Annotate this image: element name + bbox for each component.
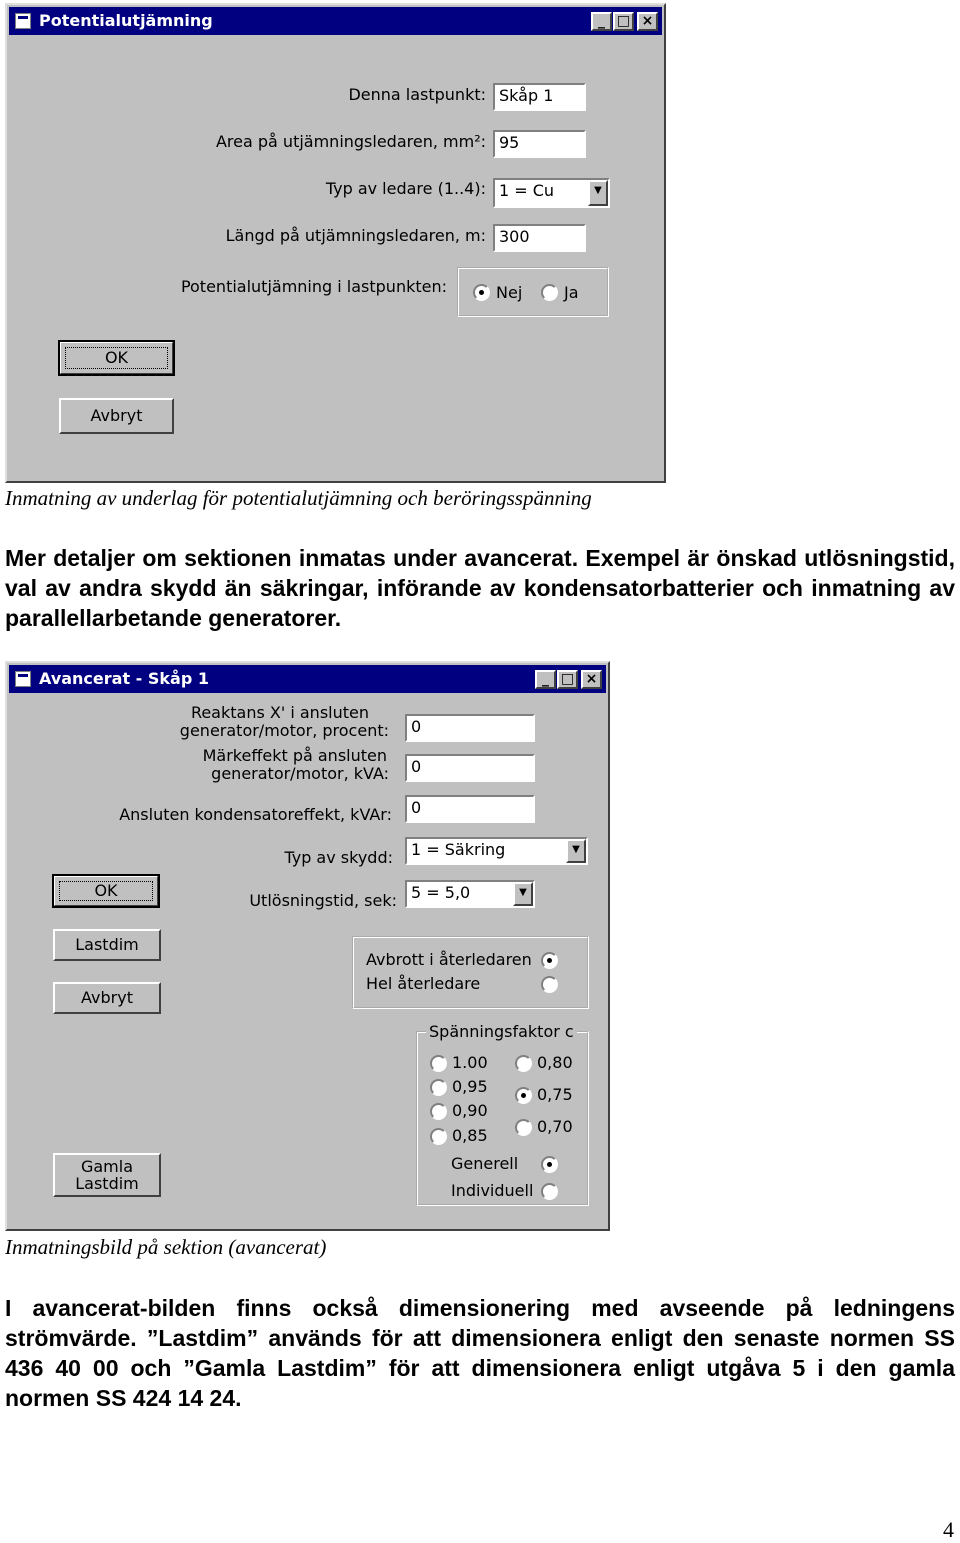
reaktans-field[interactable]: 0 xyxy=(405,714,535,742)
utlosningstid-label: Utlösningstid, sek: xyxy=(249,891,397,910)
typ-av-ledare-value: 1 = Cu xyxy=(499,181,555,200)
reaktans-label-1: Reaktans X' i ansluten xyxy=(190,703,369,722)
typ-av-ledare-select[interactable] xyxy=(493,178,610,208)
nej-ja-group xyxy=(457,267,609,317)
lastdim-button[interactable] xyxy=(53,929,161,961)
focus-ring xyxy=(65,347,168,369)
typ-av-skydd-label: Typ av skydd: xyxy=(284,848,393,867)
maximize-icon[interactable]: □ xyxy=(557,670,578,689)
minimize-icon[interactable]: _ xyxy=(591,12,612,31)
aterledare-group xyxy=(352,936,589,1009)
kondensatoreffekt-label: Ansluten kondensatoreffekt, kVAr: xyxy=(119,805,392,824)
lastdim-button-label: Lastdim xyxy=(75,935,139,954)
dialog2-title: Avancerat - Skåp 1 xyxy=(39,669,209,688)
ok-button-label: OK xyxy=(104,348,129,367)
radio-individuell[interactable] xyxy=(541,1183,558,1200)
chevron-down-icon[interactable]: ▼ xyxy=(588,180,608,206)
typ-av-skydd-value: 1 = Säkring xyxy=(411,840,506,859)
dialog1-titlebar[interactable] xyxy=(9,7,662,35)
denna-lastpunkt-field[interactable]: Skåp 1 xyxy=(493,83,586,111)
c-075-label: 0,75 xyxy=(537,1085,573,1104)
chevron-down-icon[interactable]: ▼ xyxy=(566,839,586,863)
markeffekt-label-2: generator/motor, kVA: xyxy=(211,764,389,783)
individuell-label: Individuell xyxy=(451,1181,534,1200)
caption-1: Inmatning av underlag för potentialutjämning och beröringsspänning xyxy=(5,486,592,510)
focus-ring xyxy=(59,881,153,901)
area-label: Area på utjämningsledaren, mm²: xyxy=(215,132,486,151)
typ-av-ledare-label: Typ av ledare (1..4): xyxy=(325,179,486,198)
radio-nej-label: Nej xyxy=(496,283,523,302)
potentialutjamning-label: Potentialutjämning i lastpunkten: xyxy=(180,277,447,296)
gamla-label: Gamla xyxy=(80,1157,134,1176)
page-number: 4 xyxy=(943,1517,954,1542)
radio-c-080[interactable] xyxy=(515,1055,532,1072)
c-085-label: 0,85 xyxy=(452,1126,488,1145)
c-070-label: 0,70 xyxy=(537,1117,573,1136)
kondensatoreffekt-field[interactable]: 0 xyxy=(405,795,535,823)
caption-2: Inmatningsbild på sektion (avancerat) xyxy=(5,1235,327,1259)
avbryt-button[interactable] xyxy=(59,398,174,434)
reaktans-label-2: generator/motor, procent: xyxy=(179,721,389,740)
paragraph-1: Mer detaljer om sektionen inmatas under avancerat. Exempel är önskad utlösningstid, val av andra skydd än säkringar, införande av kondensatorbatterier och inmatning av parallellarbetande generatorer. xyxy=(5,545,955,631)
langd-label: Längd på utjämningsledaren, m: xyxy=(225,226,486,245)
radio-c-075[interactable] xyxy=(515,1087,532,1104)
dialog2-titlebar[interactable] xyxy=(9,665,606,693)
radio-generell[interactable] xyxy=(541,1156,558,1173)
ok-button[interactable] xyxy=(59,341,174,375)
utlosningstid-select[interactable] xyxy=(405,880,535,908)
radio-hel-aterledare[interactable] xyxy=(541,976,558,993)
radio-c-100[interactable] xyxy=(430,1055,447,1072)
ok-button[interactable] xyxy=(53,875,159,907)
dialog1-title: Potentialutjämning xyxy=(39,11,213,30)
avbryt-button[interactable] xyxy=(53,982,161,1014)
c-090-label: 0,90 xyxy=(452,1101,488,1120)
markeffekt-label-1: Märkeffekt på ansluten xyxy=(202,746,387,765)
avbryt-button-label: Avbryt xyxy=(81,988,133,1007)
langd-field[interactable]: 300 xyxy=(493,224,586,252)
radio-c-095[interactable] xyxy=(430,1079,447,1096)
gamla-lastdim-button[interactable] xyxy=(53,1153,161,1197)
c-100-label: 1.00 xyxy=(452,1053,488,1072)
utlosningstid-value: 5 = 5,0 xyxy=(411,883,471,902)
chevron-down-icon[interactable]: ▼ xyxy=(513,882,533,906)
minimize-icon[interactable]: _ xyxy=(535,670,556,689)
gamla-lastdim-label: Lastdim xyxy=(75,1174,139,1193)
spanningsfaktor-group xyxy=(416,1022,589,1206)
c-080-label: 0,80 xyxy=(537,1053,573,1072)
close-icon[interactable]: × xyxy=(581,670,602,689)
radio-c-090[interactable] xyxy=(430,1103,447,1120)
avancerat-dialog xyxy=(5,661,610,1231)
radio-ja-label: Ja xyxy=(564,283,579,302)
close-icon[interactable]: × xyxy=(637,12,658,31)
radio-nej[interactable] xyxy=(473,284,490,301)
potentialutjamning-dialog xyxy=(5,3,666,483)
avbrott-label: Avbrott i återledaren xyxy=(366,950,532,969)
avbryt-button-label: Avbryt xyxy=(90,406,143,425)
spanningsfaktor-title: Spänningsfaktor c xyxy=(426,1022,577,1041)
denna-lastpunkt-label: Denna lastpunkt: xyxy=(348,85,486,104)
maximize-icon[interactable]: □ xyxy=(613,12,634,31)
paragraph-2: I avancerat-bilden finns också dimensionering med avseende på ledningens strömvärde. ”Lastdim” används för att dimensionera enligt den senaste normen SS 436 40 00 och ”Gamla Lastdim” för att dimensionera enligt utgåva 5 i den gamla normen SS 424 14 24. xyxy=(5,1295,955,1411)
typ-av-skydd-select[interactable] xyxy=(405,837,588,865)
hel-aterledare-label: Hel återledare xyxy=(366,974,481,993)
window-icon xyxy=(15,671,31,687)
window-icon xyxy=(15,13,31,29)
c-095-label: 0,95 xyxy=(452,1077,488,1096)
area-field[interactable]: 95 xyxy=(493,130,586,158)
markeffekt-field[interactable]: 0 xyxy=(405,754,535,782)
ok-button-label: OK xyxy=(94,881,118,900)
radio-avbrott[interactable] xyxy=(541,952,558,969)
radio-c-070[interactable] xyxy=(515,1119,532,1136)
radio-c-085[interactable] xyxy=(430,1128,447,1145)
generell-label: Generell xyxy=(451,1154,519,1173)
radio-ja[interactable] xyxy=(541,284,558,301)
